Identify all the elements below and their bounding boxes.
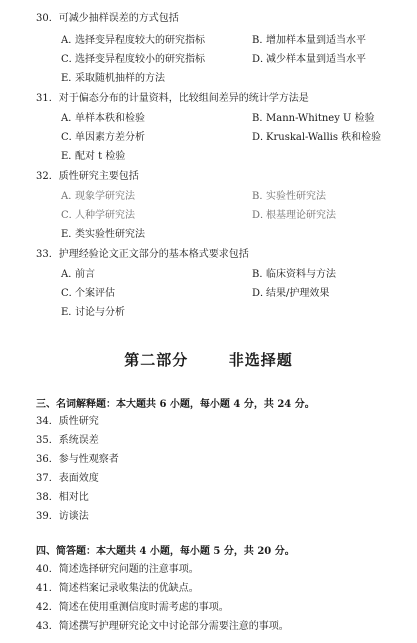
q30-option-a: A．选择变异程度较大的研究指标 [61, 35, 205, 46]
short-answer-item: 40．简述选择研究问题的注意事项。 [36, 564, 199, 575]
q33-option-e: E．讨论与分析 [61, 307, 125, 318]
term-item: 38．相对比 [36, 492, 89, 503]
term-item: 34．质性研究 [36, 416, 99, 427]
q31-option-c: C．单因素方差分析 [61, 132, 145, 143]
q31-option-d: D．Kruskal-Wallis 秩和检验 [252, 132, 382, 143]
q30-option-b: B．增加样本量到适当水平 [252, 35, 366, 46]
part-two-title [0, 349, 417, 370]
part-two-label: 第二部分 [124, 351, 189, 369]
question-33-stem: 33．护理经验论文正文部分的基本格式要求包括 [36, 249, 249, 260]
section-3-heading: 三、名词解释题：本大题共 6 小题，每小题 4 分，共 24 分。 [36, 399, 315, 410]
q32-option-a: A．现象学研究法 [61, 191, 135, 202]
term-item: 37．表面效度 [36, 473, 99, 484]
q32-option-d: D．根基理论研究法 [252, 210, 336, 221]
q31-option-a: A．单样本秩和检验 [61, 113, 145, 124]
q33-option-d: D．结果/护理效果 [252, 288, 330, 299]
q32-option-c: C．人种学研究法 [61, 210, 135, 221]
q30-option-d: D．减少样本量到适当水平 [252, 54, 366, 65]
question-32-stem: 32．质性研究主要包括 [36, 171, 139, 182]
q31-option-b: B．Mann-Whitney U 检验 [252, 113, 375, 124]
question-30-stem: 30．可减少抽样误差的方式包括 [36, 13, 179, 24]
q33-option-a: A．前言 [61, 269, 95, 280]
term-item: 36．参与性观察者 [36, 454, 119, 465]
q33-option-c: C．个案评估 [61, 288, 115, 299]
q32-option-e: E．类实验性研究法 [61, 229, 145, 240]
q30-option-e: E．采取随机抽样的方法 [61, 73, 165, 84]
q33-option-b: B．临床资料与方法 [252, 269, 336, 280]
short-answer-item: 41．简述档案记录收集法的优缺点。 [36, 583, 199, 594]
question-31-stem: 31．对于偏态分布的计量资料，比较组间差异的统计学方法是 [36, 93, 309, 104]
short-answer-item: 43．简述撰写护理研究论文中讨论部分需要注意的事项。 [36, 621, 289, 632]
q31-option-e: E．配对 t 检验 [61, 151, 126, 162]
short-answer-item: 42．简述在使用重测信度时需考虑的事项。 [36, 602, 229, 613]
term-item: 35．系统误差 [36, 435, 99, 446]
q32-option-b: B．实验性研究法 [252, 191, 326, 202]
section-4-heading: 四、简答题：本大题共 4 小题，每小题 5 分，共 20 分。 [36, 546, 295, 557]
q30-option-c: C．选择变异程度较小的研究指标 [61, 54, 205, 65]
term-item: 39．访谈法 [36, 511, 89, 522]
part-two-subtitle: 非选择题 [228, 351, 293, 369]
